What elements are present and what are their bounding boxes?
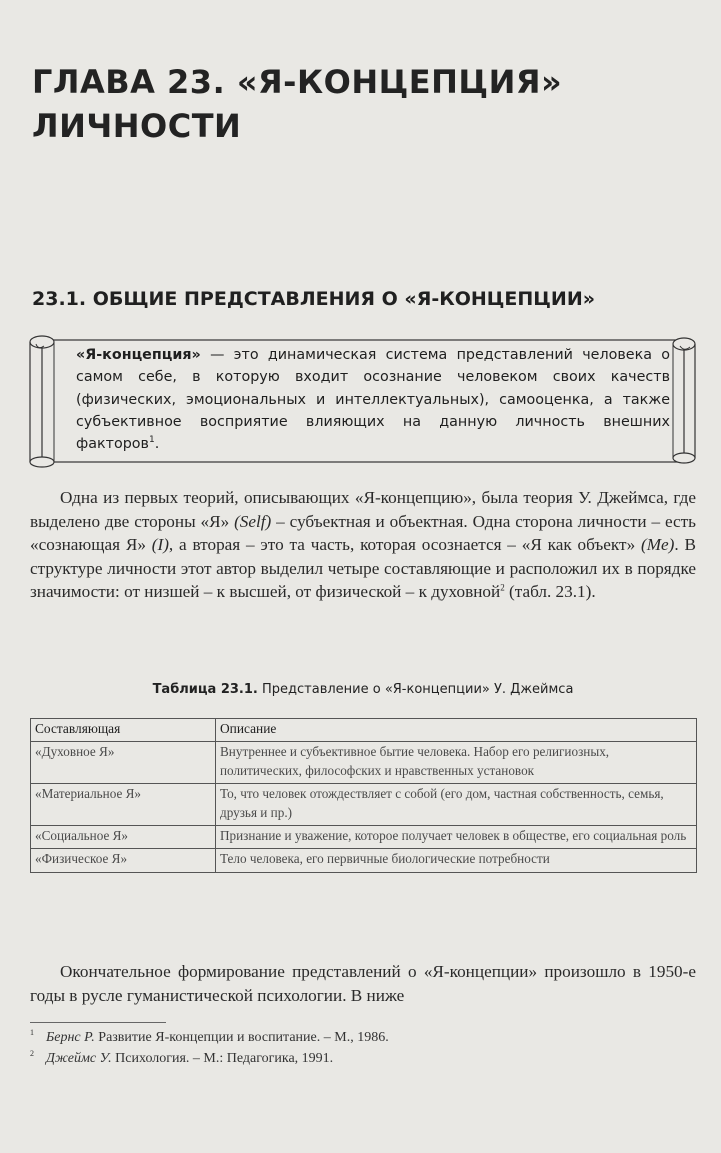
table-caption-text: Представление о «Я-концепции» У. Джеймса <box>257 682 574 697</box>
definition-term: «Я-концепция» <box>76 347 201 363</box>
table-caption-number: Таблица 23.1. <box>152 682 258 697</box>
table-header-row <box>31 719 697 742</box>
table-cell-component: «Духовное Я» <box>31 742 216 784</box>
table-row <box>31 826 697 849</box>
table-header-component: Составляющая <box>31 719 216 742</box>
footnote-author: Джеймс У. <box>46 1051 112 1066</box>
paragraph-1-part: (табл. 23.1). <box>504 582 596 602</box>
paragraph-1-part: – субъектная и объектная. Одна сторона личности – есть «сознающая Я» <box>30 511 697 555</box>
term-self: (Self) <box>234 511 272 531</box>
table-row <box>31 784 697 826</box>
chapter-title-line-2: ЛИЧНОСТИ <box>32 107 242 145</box>
term-i: (I) <box>151 535 169 555</box>
james-self-concept-table <box>30 718 697 873</box>
footnote-divider <box>30 1022 166 1023</box>
footnote-text: Психология. – М.: Педагогика, 1991. <box>111 1051 334 1066</box>
footnote-author: Бернс Р. <box>46 1030 95 1045</box>
table-cell-description: Внутреннее и субъективное бытие человека. Набор его религиозных, политических, философских и нравственных установок <box>216 742 697 784</box>
footnote-1 <box>30 1028 690 1048</box>
paragraph-1-part: , а вторая – это та часть, которая осознается – «Я как объект» <box>168 535 641 555</box>
table-cell-component: «Социальное Я» <box>31 826 216 849</box>
paragraph-1-part: Одна из первых теорий, описывающих «Я-концепцию», была теория У. Джеймса, где выделено две стороны «Я» <box>30 488 696 531</box>
table-cell-description: Тело человека, его первичные биологические потребности <box>216 849 697 872</box>
footnote-ref-1: 1 <box>148 435 155 446</box>
table-cell-description: То, что человек отождествляет с собой (его дом, частная собственность, семья, друзья и пр.) <box>216 784 697 826</box>
footnote-number: 2 <box>30 1049 34 1059</box>
definition-end: . <box>154 436 160 453</box>
table-caption <box>30 681 696 699</box>
paragraph-2: Окончательное формирование представлений о «Я-концепции» произошло в 1950-е годы в русле гуманистической психологии. В ниже <box>30 962 696 1005</box>
table-cell-description: Признание и уважение, которое получает человек в обществе, его социальная роль <box>216 826 697 849</box>
footnote-text: Развитие Я-концепции и воспитание. – М., 1986. <box>94 1030 389 1045</box>
chapter-title-line-1: ГЛАВА 23. «Я-КОНЦЕПЦИЯ» <box>32 63 563 101</box>
table-row <box>31 742 697 784</box>
paragraph-1-part: . В структуре личности этот автор выделил четыре составляющие и расположил их в порядке значимости: от низшей – к высшей, от физической – к духовной <box>30 535 696 602</box>
table-cell-component: «Материальное Я» <box>31 784 216 826</box>
footnote-ref-2: 2 <box>500 582 505 593</box>
table-row <box>31 849 697 872</box>
section-title: 23.1. ОБЩИЕ ПРЕДСТАВЛЕНИЯ О «Я-КОНЦЕПЦИИ» <box>32 288 596 310</box>
paragraph-1 <box>30 486 696 604</box>
table-header-description: Описание <box>216 719 697 742</box>
table-cell-component: «Физическое Я» <box>31 849 216 872</box>
term-me: (Me) <box>640 535 675 555</box>
chapter-title <box>32 60 692 148</box>
footnote-number: 1 <box>30 1028 34 1038</box>
definition-body: — это динамическая система представлений человека о самом себе, в которую входит осознание человеком своих качеств (физических, эмоциональных и интеллектуальных), самооценка, а также субъективное восприятие влияющих на данную личность внешних факторов <box>76 347 670 453</box>
footnote-2 <box>30 1049 690 1069</box>
definition-text <box>76 344 670 455</box>
